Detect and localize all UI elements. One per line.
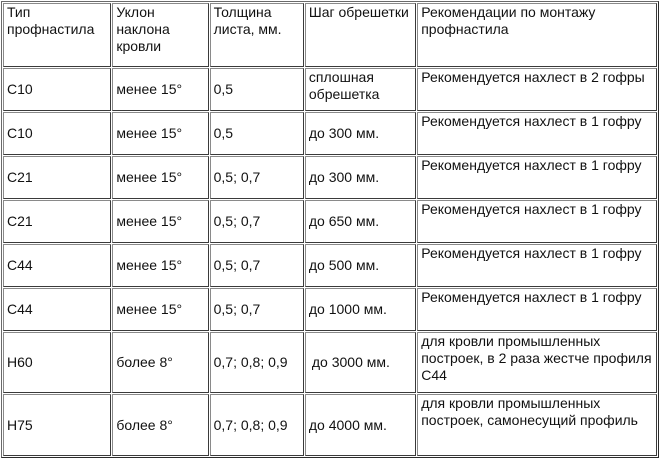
cell-step: до 500 мм. — [305, 244, 416, 287]
cell-slope: менее 15° — [112, 156, 208, 199]
cell-type: Н75 — [3, 394, 111, 456]
cell-thickness: 0,7; 0,8; 0,9 — [210, 332, 304, 394]
cell-slope: более 8° — [112, 394, 208, 456]
header-cell-type: Тип профнастила — [3, 3, 111, 67]
table-row — [3, 200, 657, 243]
roofing-sheet-table — [1, 1, 659, 458]
cell-step: сплошная обрешетка — [305, 68, 416, 111]
cell-slope: менее 15° — [112, 200, 208, 243]
cell-recommendation: Рекомендуется нахлест в 1 гофру — [417, 288, 657, 331]
cell-slope: более 8° — [112, 332, 208, 394]
cell-type: С21 — [3, 200, 111, 243]
header-cell-recommendations: Рекомендации по монтажу профнастила — [417, 3, 657, 67]
cell-recommendation: для кровли промышленных построек, самонесущий профиль — [417, 394, 657, 456]
header-row — [3, 3, 657, 67]
cell-type: С44 — [3, 288, 111, 331]
table-row — [3, 394, 657, 456]
cell-thickness: 0,7; 0,8; 0,9 — [210, 394, 304, 456]
table-row — [3, 112, 657, 155]
cell-slope: менее 15° — [112, 112, 208, 155]
cell-thickness: 0,5; 0,7 — [210, 244, 304, 287]
cell-slope: менее 15° — [112, 68, 208, 111]
cell-recommendation: для кровли промышленных построек, в 2 раза жестче профиля С44 — [417, 332, 657, 394]
cell-slope: менее 15° — [112, 288, 208, 331]
cell-thickness: 0,5; 0,7 — [210, 156, 304, 199]
table-row — [3, 156, 657, 199]
cell-step: до 3000 мм. — [305, 332, 416, 394]
cell-recommendation: Рекомендуется нахлест в 1 гофру — [417, 112, 657, 155]
cell-step: до 4000 мм. — [305, 394, 416, 456]
cell-step: до 300 мм. — [305, 112, 416, 155]
table-row — [3, 68, 657, 111]
header-cell-step: Шаг обрешетки — [305, 3, 416, 67]
table-row — [3, 332, 657, 394]
cell-step: до 1000 мм. — [305, 288, 416, 331]
table-row — [3, 244, 657, 287]
cell-recommendation: Рекомендуется нахлест в 1 гофру — [417, 244, 657, 287]
cell-recommendation: Рекомендуется нахлест в 1 гофру — [417, 200, 657, 243]
cell-type: С10 — [3, 112, 111, 155]
cell-thickness: 0,5; 0,7 — [210, 288, 304, 331]
cell-type: С21 — [3, 156, 111, 199]
cell-recommendation: Рекомендуется нахлест в 1 гофру — [417, 156, 657, 199]
cell-recommendation: Рекомендуется нахлест в 2 гофры — [417, 68, 657, 111]
cell-thickness: 0,5 — [210, 112, 304, 155]
cell-step: до 300 мм. — [305, 156, 416, 199]
header-cell-slope: Уклон наклона кровли — [112, 3, 208, 67]
table-row — [3, 288, 657, 331]
cell-type: С44 — [3, 244, 111, 287]
cell-slope: менее 15° — [112, 244, 208, 287]
header-cell-thickness: Толщина листа, мм. — [210, 3, 304, 67]
cell-step: до 650 мм. — [305, 200, 416, 243]
cell-type: С10 — [3, 68, 111, 111]
cell-thickness: 0,5 — [210, 68, 304, 111]
cell-type: Н60 — [3, 332, 111, 394]
cell-thickness: 0,5; 0,7 — [210, 200, 304, 243]
